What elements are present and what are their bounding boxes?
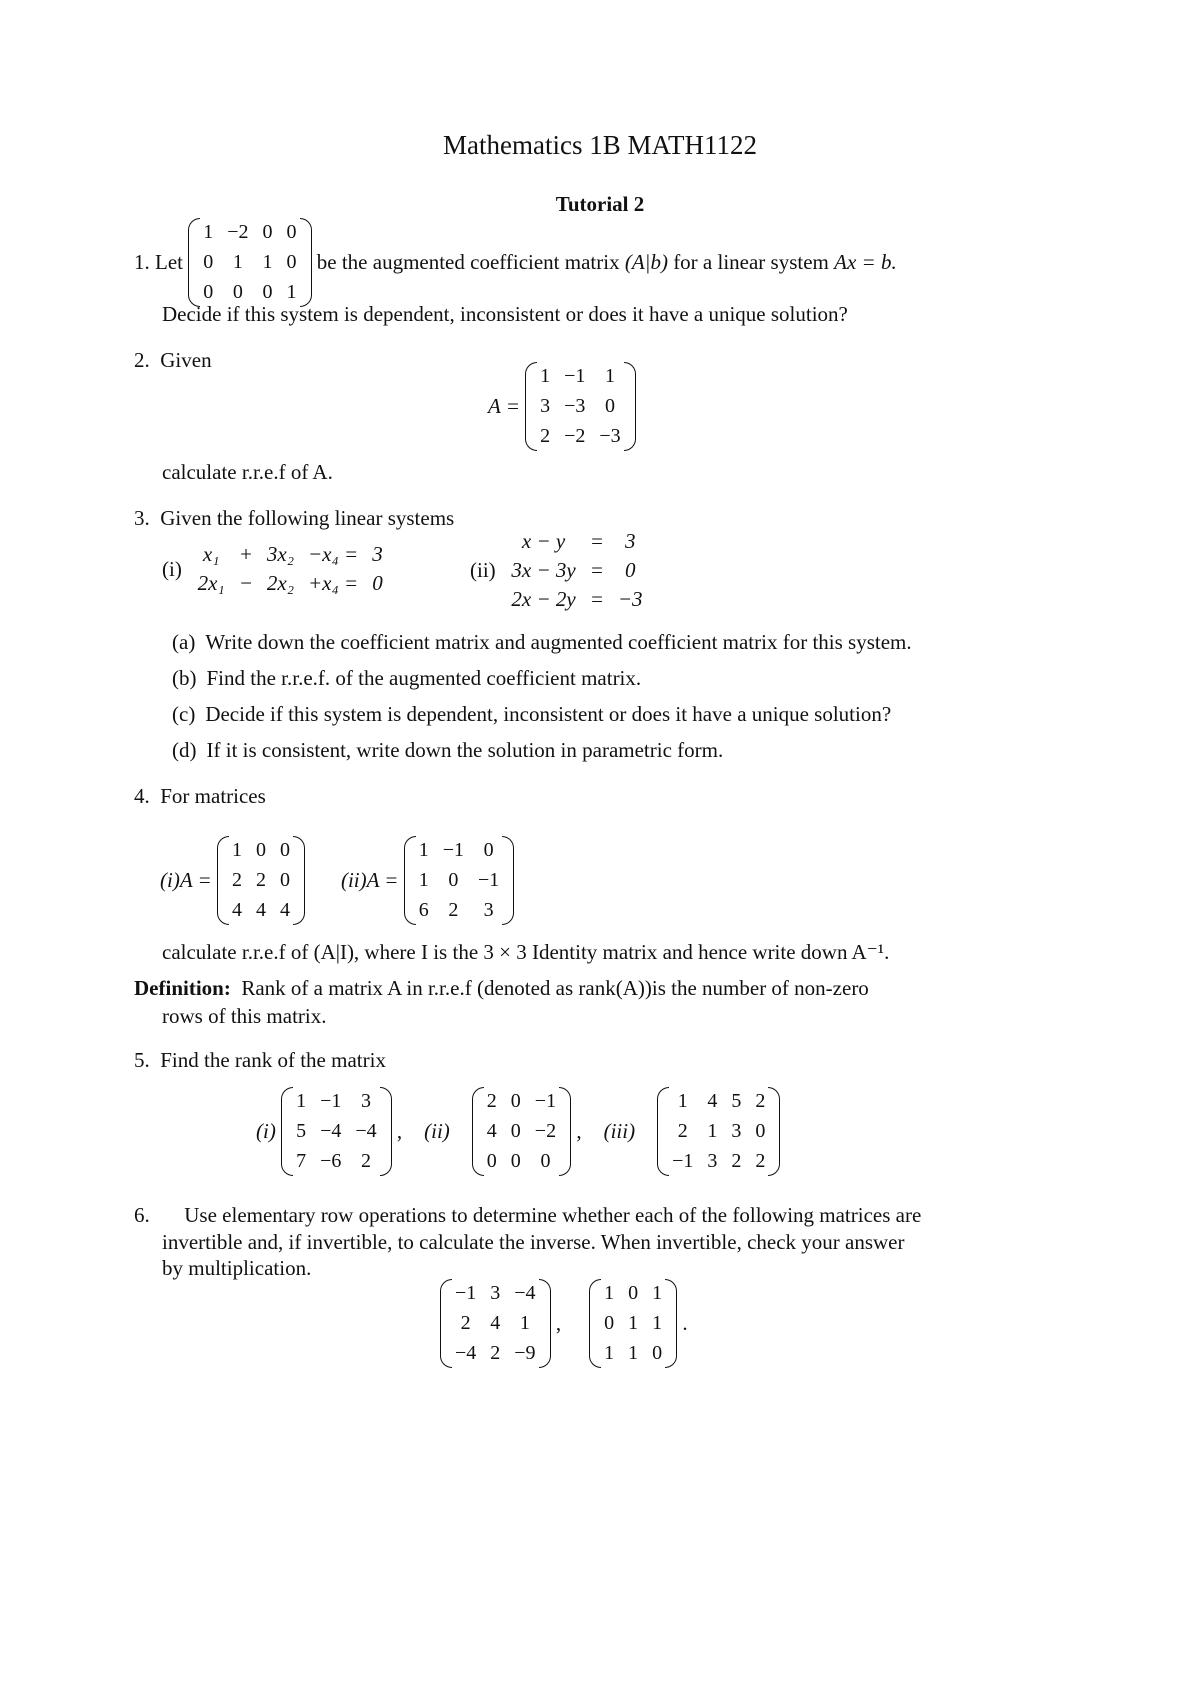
equation-term: + xyxy=(238,542,253,566)
question-4 xyxy=(134,784,266,809)
question-text: for a linear system xyxy=(673,250,829,274)
question-number: 1. xyxy=(134,250,150,274)
question-number: 2. xyxy=(134,348,150,372)
matrix-grid xyxy=(452,1279,539,1368)
matrix-entry: 2 xyxy=(755,1150,766,1172)
matrix-entry: 0 xyxy=(604,1312,615,1334)
matrix-entry: 0 xyxy=(483,839,494,861)
matrix-entry: 0 xyxy=(262,221,273,243)
matrix-entry: 1 xyxy=(628,1312,639,1334)
bracket-right xyxy=(559,1087,571,1176)
matrix xyxy=(589,1279,677,1368)
bracket-left xyxy=(440,1279,452,1368)
equation-display xyxy=(440,1279,688,1368)
equation-term: 2x − 2y xyxy=(511,587,576,611)
question-2 xyxy=(134,348,212,373)
matrix-entry: −1 xyxy=(478,869,500,891)
matrix-entry: 1 xyxy=(296,1090,307,1112)
matrix-entry: 4 xyxy=(255,899,266,921)
matrix-entry: 1 xyxy=(262,251,273,273)
question-5 xyxy=(134,1048,386,1073)
matrix-entry: 1 xyxy=(231,839,242,861)
matrix-entry: 2 xyxy=(540,425,551,447)
matrix-entry: 7 xyxy=(296,1150,307,1172)
matrix-entry: 0 xyxy=(540,1150,551,1172)
matrix-entry: 2 xyxy=(448,899,459,921)
matrix-entry: −1 xyxy=(672,1150,694,1172)
matrix-entry: −4 xyxy=(320,1120,342,1142)
separator: , xyxy=(396,1119,403,1143)
math-expression: Ax = b. xyxy=(834,250,897,274)
definition-text: Rank of a matrix A in r.r.e.f (denoted as rank(A))is the number of non-zero xyxy=(241,976,869,1000)
bracket-right xyxy=(624,362,636,451)
matrix-grid xyxy=(200,218,299,307)
matrix-entry: 1 xyxy=(418,869,429,891)
equation-term: 3x₂ xyxy=(266,542,294,566)
question-number: 5. xyxy=(134,1048,150,1072)
question-6 xyxy=(134,1203,921,1228)
system-label: (i) xyxy=(162,556,182,581)
matrix-entry: 0 xyxy=(279,869,290,891)
matrix-entry: 2 xyxy=(486,1090,497,1112)
equation-display xyxy=(488,362,636,451)
matrix-entry: −1 xyxy=(564,365,586,387)
matrix-entry: 1 xyxy=(540,365,551,387)
question-2-after: calculate r.r.e.f of A. xyxy=(162,460,333,484)
question-6-line-3: by multiplication. xyxy=(162,1256,312,1280)
matrix xyxy=(440,1279,551,1368)
separator: . xyxy=(682,1311,688,1335)
bracket-left xyxy=(589,1279,601,1368)
equation-display xyxy=(256,1087,780,1176)
bracket-right xyxy=(293,836,305,925)
matrix xyxy=(281,1087,392,1176)
matrix-entry: −4 xyxy=(514,1282,536,1304)
equation-term: 3 xyxy=(624,529,636,553)
equation-term: 3 xyxy=(372,542,383,566)
matrix-entry: 0 xyxy=(286,251,297,273)
matrix-entry: 3 xyxy=(707,1150,718,1172)
matrix-entry: −2 xyxy=(564,425,586,447)
matrix-label: (i) xyxy=(256,1119,276,1143)
matrix-entry: 1 xyxy=(604,1282,615,1304)
matrix-entry: 1 xyxy=(203,221,214,243)
matrix-entry: 4 xyxy=(279,899,290,921)
matrix-entry: −2 xyxy=(534,1120,557,1142)
matrix-entry: 6 xyxy=(418,899,429,921)
matrix-entry: 0 xyxy=(652,1342,663,1364)
matrix-label: (i)A = xyxy=(160,868,212,892)
matrix xyxy=(472,1087,571,1176)
bracket-left xyxy=(281,1087,293,1176)
definition-text-2: rows of this matrix. xyxy=(162,1004,327,1028)
sub-question-text: Write down the coefficient matrix and augmented coefficient matrix for this system. xyxy=(205,630,912,654)
matrix-entry: −1 xyxy=(320,1090,342,1112)
separator: , xyxy=(555,1311,562,1335)
matrix-entry: 0 xyxy=(510,1090,521,1112)
equation-term: = xyxy=(589,529,604,553)
matrix-entry: 1 xyxy=(418,839,429,861)
matrix-label: A = xyxy=(488,394,520,418)
matrix-entry: 2 xyxy=(731,1150,742,1172)
equation-display xyxy=(160,836,514,925)
sub-question-text: If it is consistent, write down the solution in parametric form. xyxy=(206,738,724,762)
equation-term: 2x₁ xyxy=(197,571,225,595)
matrix-entry: −6 xyxy=(320,1150,342,1172)
sub-question-label: (b) xyxy=(172,666,197,690)
matrix-entry: 0 xyxy=(279,839,290,861)
bracket-right xyxy=(539,1279,551,1368)
matrix-entry: 2 xyxy=(255,869,266,891)
bracket-right xyxy=(665,1279,677,1368)
matrix-entry: 0 xyxy=(262,281,273,303)
question-lead: Find the rank of the matrix xyxy=(160,1048,386,1072)
bracket-left xyxy=(657,1087,669,1176)
matrix-entry: −1 xyxy=(442,839,465,861)
bracket-left xyxy=(188,218,200,307)
matrix-entry: 0 xyxy=(510,1120,521,1142)
matrix-grid xyxy=(484,1087,559,1176)
bracket-right xyxy=(300,218,312,307)
bracket-left xyxy=(525,362,537,451)
sub-question-label: (c) xyxy=(172,702,196,726)
matrix xyxy=(404,836,515,925)
matrix-label: (ii) xyxy=(424,1119,450,1143)
matrix-entry: 4 xyxy=(707,1090,718,1112)
definition-label: Definition: xyxy=(134,976,231,1000)
question-lead: For matrices xyxy=(160,784,266,808)
sub-question xyxy=(172,630,912,655)
matrix-entry: 1 xyxy=(677,1090,688,1112)
matrix-entry: −2 xyxy=(227,221,249,243)
system-label: (ii) xyxy=(470,558,496,582)
matrix-entry: 0 xyxy=(255,839,266,861)
equation-term: 2x₂ xyxy=(266,571,294,595)
matrix-entry: 2 xyxy=(460,1312,471,1334)
question-lead: Let xyxy=(155,250,183,274)
matrix-entry: 2 xyxy=(231,869,242,891)
page-subtitle: Tutorial 2 xyxy=(555,192,645,216)
matrix-entry: −9 xyxy=(514,1342,536,1364)
matrix-entry: 1 xyxy=(604,1342,615,1364)
equation-term: 0 xyxy=(624,558,636,582)
question-1 xyxy=(134,218,897,307)
bracket-left xyxy=(472,1087,484,1176)
equation-term: x₁ xyxy=(202,542,220,566)
matrix-entry: −3 xyxy=(564,395,586,417)
matrix-entry: 3 xyxy=(540,395,551,417)
matrix-entry: 1 xyxy=(286,281,297,303)
matrix xyxy=(657,1087,780,1176)
equation-term: 3x − 3y xyxy=(511,558,576,582)
sub-question-label: (a) xyxy=(172,630,196,654)
equation-system xyxy=(511,527,642,614)
matrix-entry: 1 xyxy=(707,1120,718,1142)
equation-term: − xyxy=(238,571,253,595)
matrix-entry: 0 xyxy=(203,251,214,273)
matrix-entry: 2 xyxy=(755,1090,766,1112)
equation-term: 0 xyxy=(372,571,383,595)
matrix-entry: 1 xyxy=(652,1312,663,1334)
equation-term: x − y xyxy=(521,529,566,553)
matrix-entry: 0 xyxy=(486,1150,497,1172)
equation-term: = xyxy=(589,587,604,611)
equation-term: −x₄ = xyxy=(308,542,359,566)
matrix-entry: 1 xyxy=(232,251,243,273)
equation-term: = xyxy=(589,558,604,582)
question-lead: Given xyxy=(160,348,212,372)
matrix-grid xyxy=(669,1087,768,1176)
system-ii xyxy=(470,527,643,614)
matrix-entry: 0 xyxy=(628,1282,639,1304)
matrix xyxy=(525,362,636,451)
sub-question-label: (d) xyxy=(172,738,197,762)
matrix-entry: 2 xyxy=(361,1150,371,1172)
definition xyxy=(134,976,869,1001)
matrix-entry: 3 xyxy=(731,1120,742,1142)
sub-question xyxy=(172,702,891,727)
matrix-entry: −4 xyxy=(355,1120,377,1142)
matrix-entry: 1 xyxy=(628,1342,639,1364)
question-lead: Given the following linear systems xyxy=(160,506,455,530)
matrix-entry: 3 xyxy=(490,1282,501,1304)
matrix-entry: 1 xyxy=(605,365,616,387)
matrix-entry: 0 xyxy=(448,869,459,891)
matrix xyxy=(217,836,305,925)
matrix-entry: 2 xyxy=(677,1120,688,1142)
matrix-entry: −1 xyxy=(534,1090,557,1112)
question-number: 3. xyxy=(134,506,150,530)
matrix-entry: 0 xyxy=(510,1150,521,1172)
question-number: 4. xyxy=(134,784,150,808)
separator: , xyxy=(576,1119,582,1143)
math-expression: (A|b) xyxy=(624,250,668,274)
matrix-entry: 0 xyxy=(605,395,616,417)
matrix-entry: 4 xyxy=(486,1120,497,1142)
sub-question-text: Find the r.r.e.f. of the augmented coefficient matrix. xyxy=(206,666,642,690)
equation-term: −3 xyxy=(617,587,643,611)
matrix-entry: 3 xyxy=(361,1090,371,1112)
matrix-entry: −4 xyxy=(455,1342,477,1364)
matrix-entry: 0 xyxy=(232,281,243,303)
matrix-entry: 4 xyxy=(231,899,242,921)
matrix-label: (iii) xyxy=(603,1119,636,1143)
question-number: 6. xyxy=(134,1203,150,1227)
sub-question xyxy=(172,666,641,691)
matrix-entry: −3 xyxy=(599,425,621,447)
matrix-entry: 5 xyxy=(731,1090,742,1112)
bracket-right xyxy=(380,1087,392,1176)
matrix-entry: 0 xyxy=(203,281,214,303)
matrix xyxy=(188,218,311,307)
question-text: be the augmented coefficient matrix xyxy=(316,250,620,274)
matrix-entry: 5 xyxy=(296,1120,307,1142)
bracket-right xyxy=(502,836,514,925)
question-6-line-2: invertible and, if invertible, to calculate the inverse. When invertible, check your answer xyxy=(162,1230,905,1254)
matrix-grid xyxy=(293,1087,380,1176)
system-i xyxy=(162,540,383,598)
question-3 xyxy=(134,506,454,531)
matrix-entry: 1 xyxy=(519,1312,530,1334)
bracket-right xyxy=(768,1087,780,1176)
equation-system xyxy=(198,540,383,598)
matrix-entry: 1 xyxy=(652,1282,663,1304)
matrix-grid xyxy=(416,836,503,925)
matrix-entry: 0 xyxy=(286,221,297,243)
question-text: Use elementary row operations to determine whether each of the following matrices are xyxy=(184,1203,922,1227)
bracket-left xyxy=(404,836,416,925)
matrix-entry: −1 xyxy=(455,1282,477,1304)
matrix-grid xyxy=(229,836,293,925)
page-title: Mathematics 1B MATH1122 xyxy=(443,130,757,160)
matrix-entry: 4 xyxy=(490,1312,501,1334)
sub-question-text: Decide if this system is dependent, inconsistent or does it have a unique solution? xyxy=(205,702,892,726)
question-4-after: calculate r.r.e.f of (A|I), where I is the 3 × 3 Identity matrix and hence write down A⁻¹. xyxy=(162,940,890,964)
matrix-entry: 2 xyxy=(490,1342,501,1364)
matrix-grid xyxy=(537,362,624,451)
bracket-left xyxy=(217,836,229,925)
question-1-line-2: Decide if this system is dependent, inconsistent or does it have a unique solution? xyxy=(162,302,848,326)
matrix-grid xyxy=(601,1279,665,1368)
sub-question xyxy=(172,738,723,763)
matrix-entry: 0 xyxy=(755,1120,766,1142)
matrix-label: (ii)A = xyxy=(340,868,399,892)
equation-term: +x₄ = xyxy=(308,571,359,595)
matrix-entry: 3 xyxy=(483,899,494,921)
